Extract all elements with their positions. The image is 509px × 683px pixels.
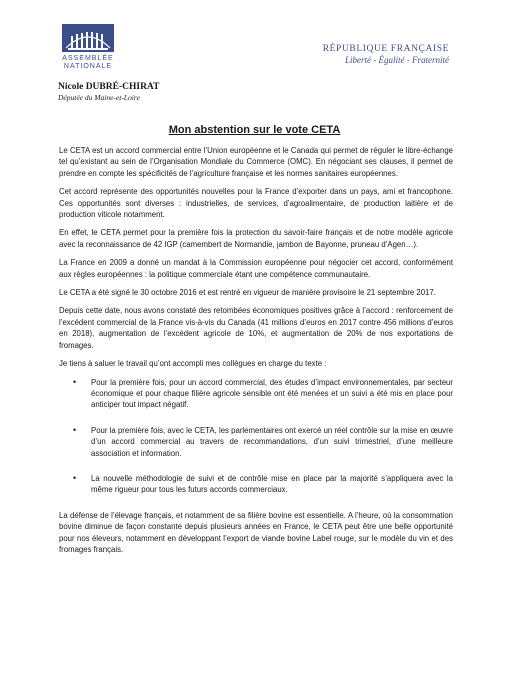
paragraph: Cet accord représente des opportunités nouvelles pour la France d’exporter dans un pays, ami et francophone. Ces opportunités sont diverses : industrielles, de services, d’agroalimentaire, de production laitière et de production viticole notamment. [59,187,453,220]
document-title: Mon abstention sur le vote CETA [168,124,341,136]
document-body [59,145,453,562]
republic-header [323,44,449,65]
republic-motto: Liberté - Égalité - Fraternité [345,55,449,65]
closing-paragraph: La défense de l’élevage français, et notamment de sa filière bovine est essentielle. A l’heure, où la consommation bovine diminue de façon constante depuis plusieurs années en France, le CETA peut être une belle opportunité pour nos éleveurs, notamment en développant l’export de viande bovine Label rouge, sur le modèle du vin et des fromages français. [59,510,453,554]
assemblee-nationale-logo [56,24,120,71]
paragraph: Le CETA a été signé le 30 octobre 2016 et est rentré en vigueur de manière provisoire le 21 septembre 2017. [59,288,436,298]
author-block [58,82,159,102]
logo-text-line2: NATIONALE [63,63,113,70]
bullet-list [59,377,453,496]
logo-text-line1: ASSEMBLÉE [62,55,114,62]
republic-title: RÉPUBLIQUE FRANÇAISE [322,44,449,54]
paragraph: Je tiens à saluer le travail qu’ont accompli mes collègues en charge du texte : [59,359,327,369]
bullet-item: • Pour la première fois, pour un accord commercial, des études d’impact environnementales, par secteur économique et pour chaque filière agricole sensible ont été menées et un suivi a été mis en place pour anticiper tout impact négatif. [85,377,453,411]
paragraph: Le CETA est un accord commercial entre l’Union européenne et le Canada qui permet de réguler le libre-échange tel qu’existant au sein de l’Organisation Mondiale du Commerce (OMC). En négociant ses clauses, il permet de prendre en compte les spécificités de l’agriculture française et les normes sanitaires européennes. [59,146,453,178]
bullet-item: • Pour la première fois, avec le CETA, les parlementaires ont exercé un réel contrôle sur la mise en œuvre d’un accord commercial au travers de recommandations, d’un suivi trimestriel, d’une meilleure association et information. [85,425,453,459]
paragraph: En effet, le CETA permet pour la première fois la protection du savoir-faire français et de notre modèle agricole avec la reconnaissance de 42 IGP (camembert de Normandie, jambon de Bayonne, pruneau d’Agen…). [59,228,453,249]
paragraph: Depuis cette date, nous avons constaté des retombées économiques positives grâce à l’accord : renforcement de l’excédent commercial de la France vis-à-vis du Canada (41 millions d’euros en 2017 contre 456 millions d’euros en 2018), augmentation de l’excédent agricole de 10%, et augmentation de 20% de nos exportations de fromages. [59,306,453,350]
hemicycle-icon [62,24,114,52]
paragraph: La France en 2009 a donné un mandat à la Commission européenne pour négocier cet accord, conformément aux règles européennes : la politique commerciale étant une compétence communautaire. [59,258,453,279]
bullet-item: • La nouvelle méthodologie de suivi et de contrôle mise en place par la majorité s’appliquera avec la même rigueur pour tous les futurs accords commerciaux. [85,473,453,496]
author-role: Députée du Maine-et-Loire [58,93,140,102]
author-name: Nicole DUBRÉ-CHIRAT [58,82,160,92]
